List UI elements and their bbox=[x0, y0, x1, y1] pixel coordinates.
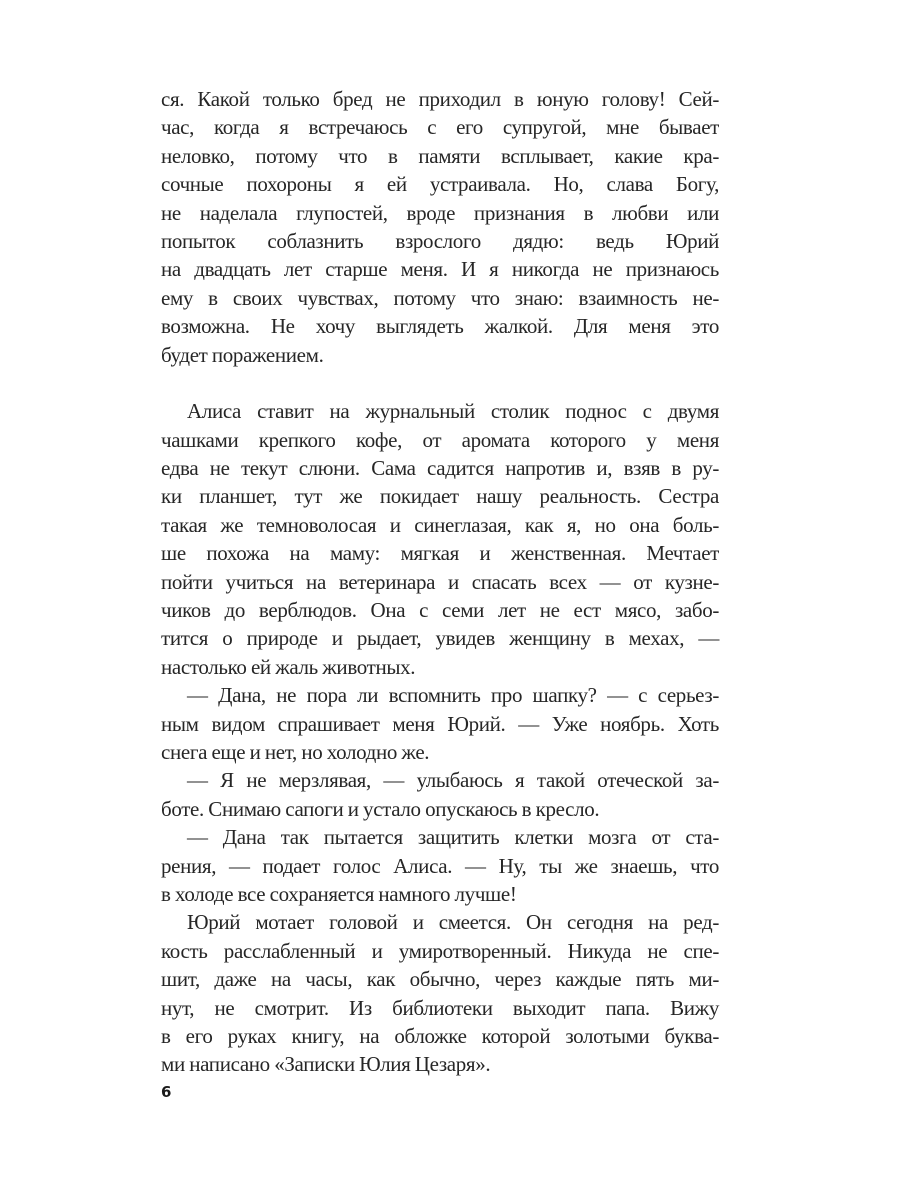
text-line: в его руках книгу, на обложке которой золотыми буква- bbox=[161, 1023, 719, 1048]
text-line: боте. Снимаю сапоги и устало опускаюсь в кресло. bbox=[161, 796, 600, 821]
text-line: пойти учиться на ветеринара и спасать всех — от кузне- bbox=[161, 569, 719, 594]
text-line: на двадцать лет старше меня. И я никогда не признаюсь bbox=[161, 257, 719, 282]
paragraph-continuation bbox=[161, 85, 719, 369]
text-line: возможна. Не хочу выглядеть жалкой. Для меня это bbox=[161, 314, 719, 339]
text-line: едва не текут слюни. Сама садится напротив и, взяв в ру- bbox=[161, 456, 719, 481]
text-line: такая же темноволосая и синеглазая, как я, но она боль- bbox=[161, 512, 719, 537]
text-line: Юрий мотает головой и смеется. Он сегодня на ред- bbox=[187, 910, 719, 935]
text-line: будет поражением. bbox=[161, 342, 324, 367]
text-line: ему в своих чувствах, потому что знаю: взаимность не- bbox=[161, 285, 719, 310]
text-line: чашками крепкого кофе, от аромата которого у меня bbox=[161, 427, 719, 452]
text-line: чиков до верблюдов. Она с семи лет не ест мясо, забо- bbox=[161, 598, 719, 623]
text-line: не наделала глупостей, вроде признания в любви или bbox=[161, 200, 719, 225]
text-line: час, когда я встречаюсь с его супругой, мне бывает bbox=[161, 115, 719, 140]
text-line: в холоде все сохраняется намного лучше! bbox=[161, 881, 517, 906]
text-line: рения, — подает голос Алиса. — Ну, ты же знаешь, что bbox=[161, 853, 719, 878]
text-line: кость расслабленный и умиротворенный. Никуда не спе- bbox=[161, 938, 719, 963]
text-line: — Дана, не пора ли вспомнить про шапку? — с серьез- bbox=[187, 683, 719, 708]
text-line: сочные похороны я ей устраивала. Но, слава Богу, bbox=[161, 172, 719, 197]
text-column bbox=[161, 85, 719, 1079]
text-line: настолько ей жаль животных. bbox=[161, 654, 416, 679]
section-break bbox=[161, 369, 719, 397]
paragraph-dialogue-dana bbox=[161, 766, 719, 823]
text-line: неловко, потому что в памяти всплывает, какие кра- bbox=[161, 143, 719, 168]
text-line: ше похожа на маму: мягкая и женственная. Мечтает bbox=[161, 541, 719, 566]
text-line: тится о природе и рыдает, увидев женщину в мехах, — bbox=[161, 626, 719, 651]
text-line: — Дана так пытается защитить клетки мозга от ста- bbox=[187, 825, 719, 850]
text-line: Алиса ставит на журнальный столик поднос с двумя bbox=[187, 399, 719, 424]
paragraph-dialogue-yuri bbox=[161, 681, 719, 766]
paragraph-alisa bbox=[161, 397, 719, 681]
paragraph-yuri-laughs bbox=[161, 908, 719, 1078]
text-line: ся. Какой только бред не приходил в юную голову! Сей- bbox=[161, 87, 719, 111]
text-line: — Я не мерзлявая, — улыбаюсь я такой отеческой за- bbox=[187, 768, 719, 793]
text-line: ки планшет, тут же покидает нашу реальность. Сестра bbox=[161, 484, 719, 509]
paragraph-dialogue-alisa bbox=[161, 823, 719, 908]
text-line: снега еще и нет, но холодно же. bbox=[161, 739, 430, 764]
text-line: нут, не смотрит. Из библиотеки выходит папа. Вижу bbox=[161, 995, 719, 1020]
text-line: ным видом спрашивает меня Юрий. — Уже ноябрь. Хоть bbox=[161, 711, 719, 736]
text-line: шит, даже на часы, как обычно, через каждые пять ми- bbox=[161, 967, 719, 992]
text-line: ми написано «Записки Юлия Цезаря». bbox=[161, 1052, 491, 1077]
text-line: попыток соблазнить взрослого дядю: ведь Юрий bbox=[161, 228, 719, 253]
page-number: 6 bbox=[161, 1083, 172, 1101]
